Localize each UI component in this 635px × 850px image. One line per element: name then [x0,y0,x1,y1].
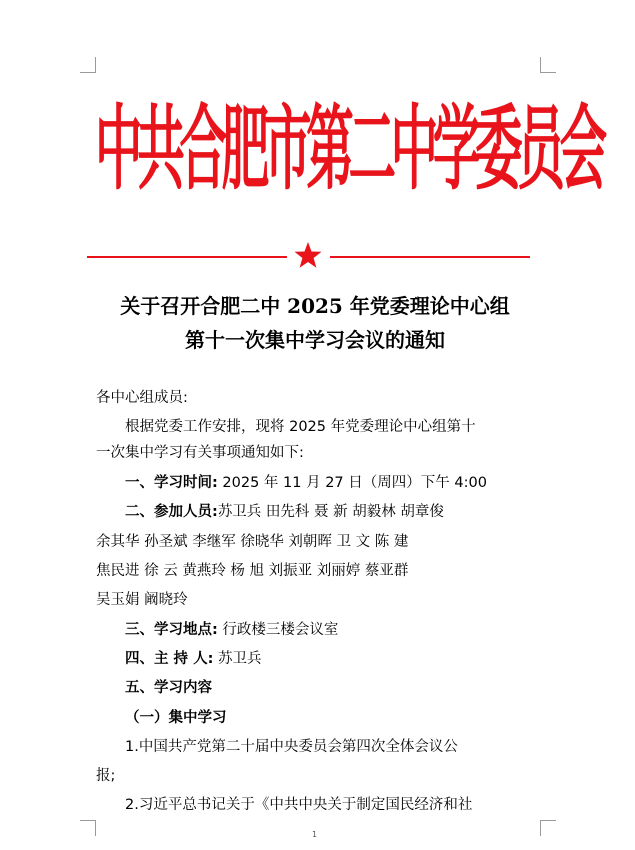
participants-label: 二、参加人员: [125,504,218,520]
study-content-heading: 五、学习内容 [125,680,212,696]
item-1-line-2: 报; [96,768,116,784]
participants-line-4: 吴玉娟 阚晓玲 [96,592,188,608]
crop-mark-top-right [540,57,556,73]
intro-line-2: 一次集中学习有关事项通知如下: [96,445,304,461]
crop-mark-bottom-right [540,820,556,836]
red-star-icon [293,240,323,270]
participants-line-3: 焦民进 徐 云 黄燕玲 杨 旭 刘振亚 刘丽婷 蔡亚群 [96,563,409,579]
intro-line-1: 根据党委工作安排，现将 2025 年党委理论中心组第十 [125,419,476,435]
item-1-line-1: 1.中国共产党第二十届中央委员会第四次全体会议公 [125,739,458,755]
host-value: 苏卫兵 [218,651,262,667]
participants-row [125,502,536,522]
participants-line-2: 余其华 孙圣斌 李继军 徐晓华 刘朝晖 卫 文 陈 建 [96,534,409,550]
participants-line-1: 苏卫兵 田先科 聂 新 胡毅林 胡章俊 [217,504,444,520]
red-rule-right [330,256,530,258]
document-title-line-2: 第十一次集中学习会议的通知 [185,328,445,352]
study-place-label: 三、学习地点: [125,622,218,638]
host-label: 四、主 持 人: [125,651,214,667]
study-time-label: 一、学习时间: [125,475,218,491]
host-row [125,649,536,669]
document-title-line-1: 关于召开合肥二中 2025 年党委理论中心组 [120,294,510,318]
page-number: 1 [312,830,318,839]
study-place-value: 行政楼三楼会议室 [222,622,339,638]
centralized-study-heading: （一）集中学习 [125,710,227,726]
crop-mark-top-left [80,57,96,73]
red-header-org-name: 中共合肥市第二中学委员会 [95,93,602,203]
study-time-row [125,473,536,493]
crop-mark-bottom-left [80,820,96,836]
salutation: 各中心组成员: [96,390,188,406]
study-time-value: 2025 年 11 月 27 日（周四）下午 4:00 [222,475,487,491]
red-rule-left [87,256,287,258]
study-place-row [125,620,536,640]
item-2-line-1: 2.习近平总书记关于《中共中央关于制定国民经济和社 [125,797,473,813]
